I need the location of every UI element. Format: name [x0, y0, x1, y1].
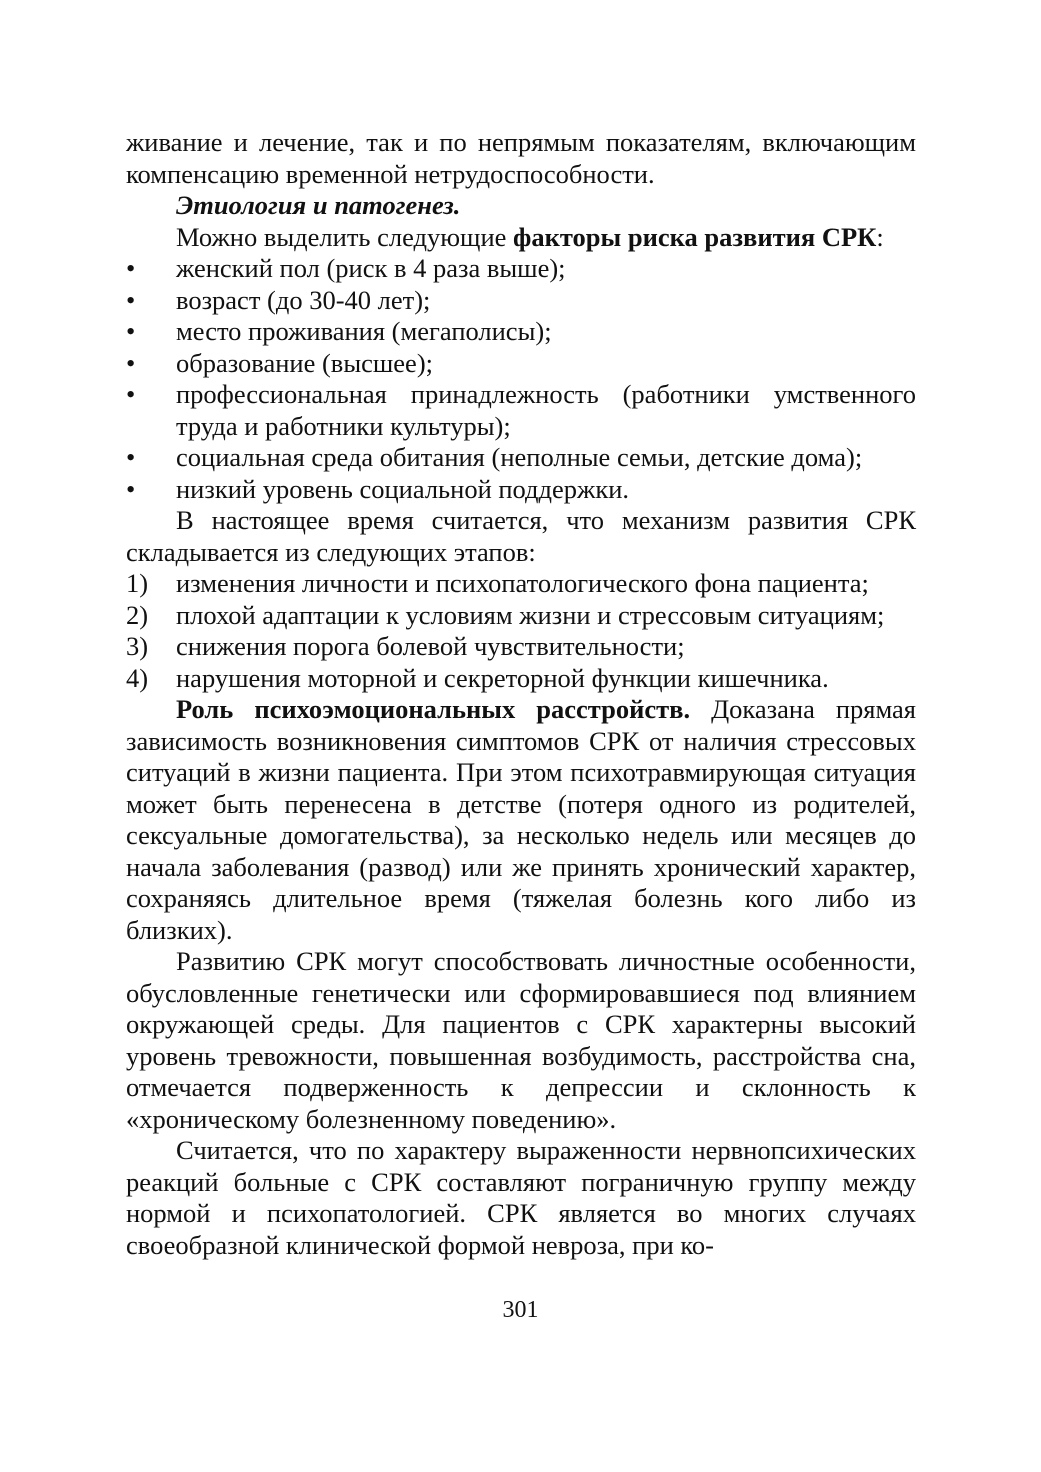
- bullet-mark: •: [126, 284, 136, 315]
- list-item-text: изменения личности и психопатологического фона пациента;: [176, 568, 869, 598]
- final-paragraph: Считается, что по характеру выраженности нервнопсихических реакций больные с СРК составляют пограничную группу между нормой и психопатологией. СРК является во многих случаях своеобразной клинической формой невроза, при ко-: [126, 1135, 916, 1260]
- mechanism-intro: В настоящее время считается, что механизм развития СРК складывается из следующих этапов:: [126, 505, 916, 567]
- mechanism-steps-list: [126, 568, 916, 694]
- list-item-text: профессиональная принадлежность (работники умственного труда и работники культуры);: [176, 379, 916, 441]
- paragraph-continuation: живание и лечение, так и по непрямым показателям, включающим компенсацию временной нетрудоспособности.: [126, 127, 916, 189]
- bullet-mark: •: [126, 473, 136, 504]
- bullet-mark: •: [126, 316, 136, 346]
- page-body: [126, 127, 916, 1261]
- section-heading: Этиология и патогенез.: [176, 190, 461, 220]
- list-item-text: возраст (до 30-40 лет);: [176, 284, 431, 315]
- list-item-text: плохой адаптации к условиям жизни и стрессовым ситуациям;: [176, 599, 885, 630]
- page-number: 301: [502, 1297, 539, 1323]
- list-item: [126, 379, 916, 442]
- list-item-text: социальная среда обитания (неполные семьи, детские дома);: [176, 442, 863, 472]
- list-item: [126, 568, 916, 600]
- step-number: 3): [126, 631, 149, 661]
- list-item: [126, 600, 916, 632]
- risk-factors-list: [126, 253, 916, 505]
- list-item-text: место проживания (мегаполисы);: [176, 316, 552, 346]
- risk-intro-bold: факторы риска развития СРК: [513, 221, 877, 252]
- bullet-mark: •: [126, 442, 136, 472]
- list-item-text: образование (высшее);: [176, 347, 434, 378]
- step-number: 1): [126, 568, 149, 598]
- personality-paragraph: Развитию СРК могут способствовать личностные особенности, обусловленные генетически или сформировавшиеся под влиянием окружающей среды. Для пациентов с СРК характерны высокий уровень тревожности, повышенная возбудимость, расстройства сна, отмечается подверженность к депрессии и склонность к «хроническому болезненному поведению».: [126, 946, 916, 1134]
- psychoemotional-paragraph: [126, 694, 916, 946]
- list-item-text: женский пол (риск в 4 раза выше);: [176, 253, 566, 283]
- list-item: [126, 253, 916, 285]
- step-number: 2): [126, 599, 149, 630]
- risk-intro-plain: Можно выделить следующие: [176, 221, 514, 252]
- list-item: [126, 285, 916, 317]
- list-item: [126, 442, 916, 474]
- bullet-mark: •: [126, 347, 136, 378]
- list-item: [126, 474, 916, 506]
- psychoemotional-text: Доказана прямая зависимость возникновения симптомов СРК от наличия стрессовых ситуаций в жизни пациента. При этом психотравмирующая ситуация может быть перенесена в детстве (потеря одного из родителей, сексуальные домогательства), за несколько недель или месяцев до начала заболевания (развод) или же принять хронический характер, сохраняясь длительное время (тяжелая болезнь кого либо из близких).: [126, 694, 916, 945]
- list-item: [126, 663, 916, 695]
- list-item-text: нарушения моторной и секреторной функции кишечника.: [176, 662, 829, 693]
- list-item: [126, 631, 916, 663]
- bullet-mark: •: [126, 253, 136, 283]
- psychoemotional-heading: Роль психоэмоциональных расстройств.: [176, 694, 691, 724]
- risk-factors-intro: [126, 222, 916, 254]
- step-number: 4): [126, 662, 149, 693]
- list-item-text: снижения порога болевой чувствительности;: [176, 631, 685, 661]
- list-item: [126, 348, 916, 380]
- risk-intro-tail: :: [876, 221, 884, 252]
- bullet-mark: •: [126, 379, 136, 409]
- list-item: [126, 316, 916, 348]
- list-item-text: низкий уровень социальной поддержки.: [176, 473, 630, 504]
